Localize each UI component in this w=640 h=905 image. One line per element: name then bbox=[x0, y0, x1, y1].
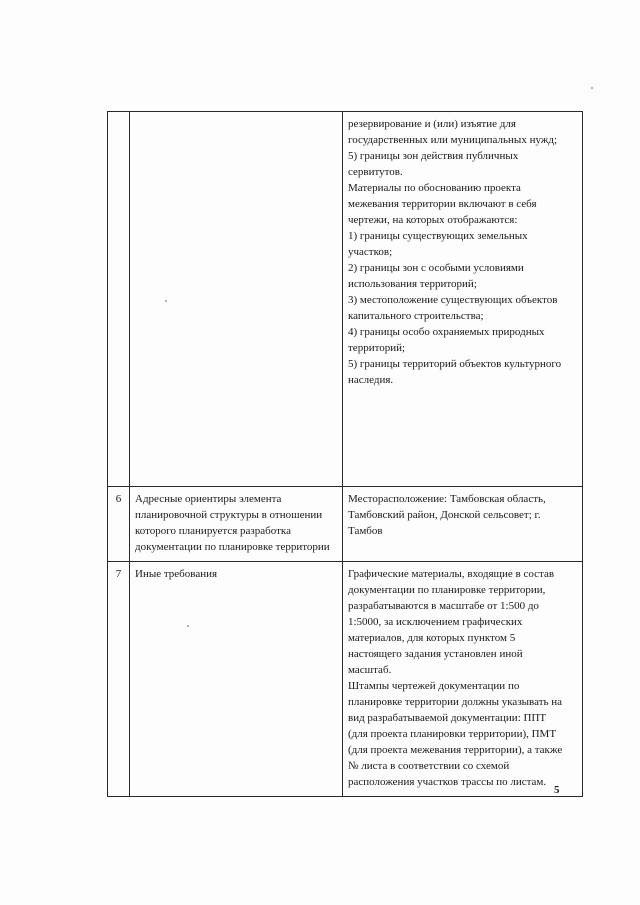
text-line: разрабатываются в масштабе от 1:500 до bbox=[348, 600, 539, 612]
text-line: № листа в соответствии со схемой bbox=[348, 760, 510, 772]
text-line: наследия. bbox=[348, 374, 394, 386]
text-line: 5) границы территорий объектов культурного bbox=[348, 358, 562, 370]
text-line: межевания территории включают в себя bbox=[348, 198, 537, 210]
text-line: резервирование и (или) изъятие для bbox=[348, 118, 516, 130]
text-line: сервитутов. bbox=[348, 166, 403, 178]
text-line: Графические материалы, входящие в состав bbox=[348, 568, 555, 580]
row-value-cell bbox=[343, 112, 583, 487]
text-line: (для проекта межевания территории), а также bbox=[348, 744, 563, 756]
text-line: 1) границы существующих земельных bbox=[348, 230, 528, 242]
text-line: вид разрабатываемой документации: ППТ bbox=[348, 712, 547, 724]
text-line: планировке территории должны указывать на bbox=[348, 696, 563, 708]
text-line: Штампы чертежей документации по bbox=[348, 680, 520, 692]
page-number: 5 bbox=[554, 784, 560, 796]
paragraph bbox=[348, 260, 577, 292]
text-line: которого планируется разработка bbox=[135, 525, 291, 537]
row-name-cell bbox=[130, 562, 343, 797]
text-line: 4) границы особо охраняемых природных bbox=[348, 326, 545, 338]
text-line: чертежи, на которых отображаются: bbox=[348, 214, 518, 226]
text-line: государственных или муниципальных нужд; bbox=[348, 134, 558, 146]
row-number-cell: 7 bbox=[108, 562, 130, 797]
text-line: масштаб. bbox=[348, 664, 392, 676]
scan-speck bbox=[187, 625, 189, 627]
row-number-cell: 6 bbox=[108, 487, 130, 562]
text-line: использования территорий; bbox=[348, 278, 477, 290]
text-line: Иные требования bbox=[135, 568, 218, 580]
paragraph bbox=[348, 292, 577, 324]
text-line: капитального строительства; bbox=[348, 310, 484, 322]
text-line: Месторасположение: Тамбовская область, bbox=[348, 493, 546, 505]
text-line: Тамбовский район, Донской сельсовет; г. bbox=[348, 509, 541, 521]
text-line: Материалы по обоснованию проекта bbox=[348, 182, 521, 194]
paragraph bbox=[348, 116, 577, 148]
text-line: материалов, для которых пунктом 5 bbox=[348, 632, 516, 644]
row-name-cell bbox=[130, 112, 343, 487]
table-row bbox=[108, 562, 583, 797]
text-line: 3) местоположение существующих объектов bbox=[348, 294, 558, 306]
text-line: Адресные ориентиры элемента bbox=[135, 493, 282, 505]
table-row bbox=[108, 112, 583, 487]
table-row bbox=[108, 487, 583, 562]
row-name-cell bbox=[130, 487, 343, 562]
text-line: планировочной структуры в отношении bbox=[135, 509, 323, 521]
text-line: расположения участков трассы по листам. bbox=[348, 776, 547, 788]
row-value-cell bbox=[343, 562, 583, 797]
text-line: настоящего задания установлен иной bbox=[348, 648, 523, 660]
text-line: территорий; bbox=[348, 342, 406, 354]
text-line: (для проекта планировки территории), ПМТ bbox=[348, 728, 557, 740]
paragraph bbox=[348, 148, 577, 180]
paragraph bbox=[348, 180, 577, 228]
requirements-table bbox=[107, 111, 583, 797]
text-line: 5) границы зон действия публичных bbox=[348, 150, 519, 162]
paragraph bbox=[348, 566, 577, 790]
paragraph bbox=[348, 228, 577, 260]
paragraph bbox=[348, 356, 577, 388]
scan-speck bbox=[591, 87, 593, 89]
text-line: участков; bbox=[348, 246, 393, 258]
paragraph bbox=[348, 324, 577, 356]
text-line: документации по планировке территории bbox=[135, 541, 330, 553]
text-line: документации по планировке территории, bbox=[348, 584, 546, 596]
paragraph bbox=[348, 491, 577, 539]
row-value-cell bbox=[343, 487, 583, 562]
text-line: Тамбов bbox=[348, 525, 383, 537]
scan-speck bbox=[165, 300, 167, 302]
text-line: 1:5000, за исключением графических bbox=[348, 616, 523, 628]
row-number-cell bbox=[108, 112, 130, 487]
text-line: 2) границы зон с особыми условиями bbox=[348, 262, 524, 274]
